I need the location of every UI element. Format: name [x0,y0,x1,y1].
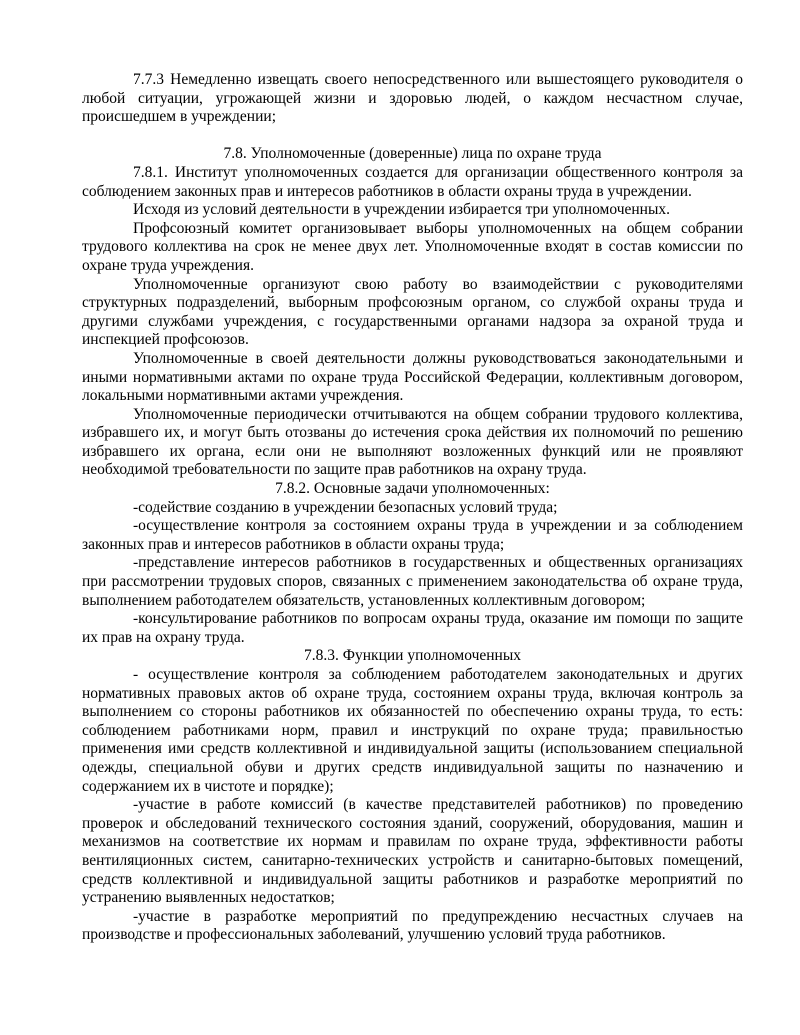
paragraph-legal-basis: Уполномоченные в своей деятельности должны руководствоваться законодательными и иными нормативными актами по охране труда Российской Федерации, коллективным договором, локальными нормативными актами учреждения. [82,349,743,405]
paragraph-union-committee-elections: Профсоюзный комитет организовывает выборы уполномоченных на общем собрании трудового коллектива на срок не менее двух лет. Уполномоченные входят в состав комиссии по охране труда учреждения. [82,219,743,274]
paragraph-work-organization: Уполномоченные организуют свою работу во взаимодействии с руководителями структурных подразделений, выборным профсоюзным органом, со службой охраны труда и другими службами учреждения, с государственными органами надзора за охраной труда и инспекцией профсоюзов. [82,275,743,349]
document-content [82,71,743,945]
list-item-commissions: -участие в работе комиссий (в качестве представителей работников) по проведению проверок и обследований технического состояния зданий, сооружений, оборудования, машин и механизмов на соответствие их нормам и правилам по охране труда, эффективности работы вентиляционных систем, санитарно-технических устройств и санитарно-бытовых помещений, средств коллективной и индивидуальной защиты работников и разработке мероприятий по устранению выявленных недостатков; [82,796,743,907]
heading-7-8: 7.8. Уполномоченные (доверенные) лица по охране труда [223,145,602,163]
list-item-prevention: -участие в разработке мероприятий по предупреждению несчастных случаев на производстве и профессиональных заболеваний, улучшению условий труда работников. [82,907,743,944]
heading-7-8-2: 7.8.2. Основные задачи уполномоченных: [275,480,550,498]
paragraph-number-of-representatives: Исходя из условий деятельности в учреждении избирается три уполномоченных. [133,201,670,219]
list-item-safe-conditions: -содействие созданию в учреждении безопасных условий труда; [133,498,558,516]
list-item-compliance-control: - осуществление контроля за соблюдением работодателем законодательных и других нормативных правовых актов об охране труда, состоянием охраны труда, включая контроль за выполнением со стороны работников их обязанностей по обеспечению охраны труда, то есть: соблюдением работниками норм, правил и инструкций по охране труда; правильностью применения ими средств коллективной и индивидуальной защиты (использованием специальной одежды, специальной обуви и других средств индивидуальной защиты по назначению и содержанием их в чистоте и порядке); [82,666,743,795]
list-item-control: -осуществление контроля за состоянием охраны труда в учреждении и за соблюдением законных прав и интересов работников в области охраны труда; [82,517,743,553]
heading-7-8-3: 7.8.3. Функции уполномоченных [304,647,521,665]
paragraph-reporting-and-recall: Уполномоченные периодически отчитываются на общем собрании трудового коллектива, избравшего их, и могут быть отозваны до истечения срока действия их полномочий по решению избравшего их органа, если они не выполняют возложенных функций или не проявляют необходимой требовательности по защите прав работников на охрану труда. [82,405,743,479]
paragraph-7-8-1: 7.8.1. Институт уполномоченных создается для организации общественного контроля за соблюдением законных прав и интересов работников в области охраны труда в учреждении. [82,163,743,200]
list-item-consulting: -консультирование работников по вопросам охраны труда, оказание им помощи по защите их прав на охрану труда. [82,610,743,646]
list-item-representation: -представление интересов работников в государственных и общественных организациях при рассмотрении трудовых споров, связанных с применением законодательства об охране труда, выполнением работодателем обязательств, установленных коллективным договором; [82,554,743,609]
paragraph-7-7-3: 7.7.3 Немедленно извещать своего непосредственного или вышестоящего руководителя о любой ситуации, угрожающей жизни и здоровью людей, о каждом несчастном случае, происшедшем в учреждении; [82,71,743,126]
